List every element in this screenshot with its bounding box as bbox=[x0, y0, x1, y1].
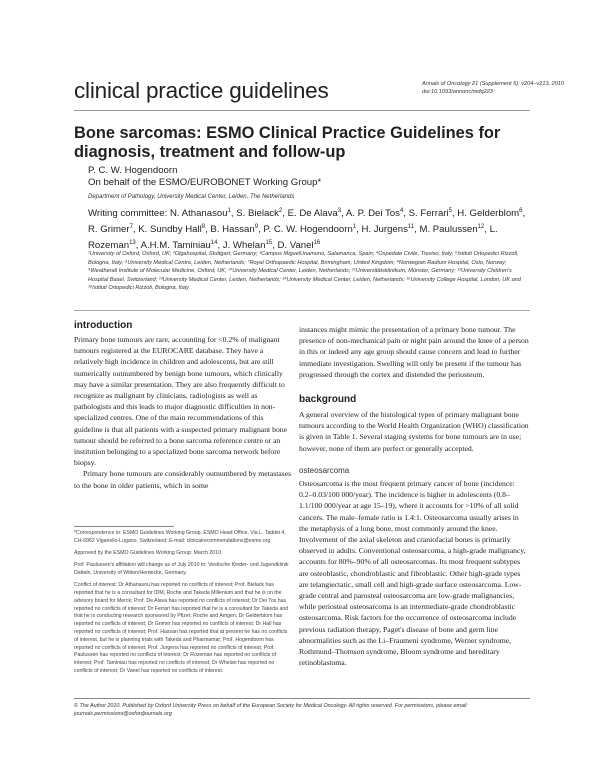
committee-member: J. Whelan bbox=[222, 239, 266, 251]
citation-line: Annals of Oncology 21 (Supplement 5): v204–v213, 2010 bbox=[422, 81, 565, 87]
affiliation-number: 13 bbox=[129, 239, 136, 246]
affiliation-number: 3 bbox=[337, 208, 342, 214]
committee-label: Writing committee: bbox=[88, 208, 168, 220]
working-group-line: On behalf of the ESMO/EUROBONET Working Group* bbox=[88, 177, 322, 188]
introduction-paragraph: Primary bone tumours are rare, accounting for <0.2% of malignant tumours registered at the EUROCARE database. They have a relatively high incidence in children and adolescents, but are still numerically outnumbered by benign bone tumours, which clinically may have a similar presentation. They are also frequently difficult to recognize as malignant by clinicians, radiologists as well as pathologists and this leads to major diagnostic difficulties in non-specialized centres. One of the main recommendations of this guideline is that all patients with a suspected primary malignant bone tumour should be referred to a bone sarcoma reference centre or an institution belonging to a specialized bone sarcoma network before biopsy. bbox=[74, 335, 288, 468]
committee-member: S. Ferrari bbox=[408, 208, 449, 220]
affiliation-number: 2 bbox=[278, 208, 283, 214]
committee-member: K. Sundby Hall bbox=[138, 223, 202, 235]
affiliation-number: 14 bbox=[210, 239, 218, 246]
introduction-body bbox=[74, 334, 292, 491]
committee-member: H. Jurgens bbox=[361, 223, 408, 235]
affiliation-number: 15 bbox=[265, 239, 273, 246]
introduction-paragraph: instances might mimic the presentation of a primary bone tumour. The presence of non-mechanical pain or night pain around the knee of a person in this or indeed any age group should cause concern and lead to further immediate investigation. Swelling will only be present if the tumour has progressed through the cortex and distended the periosteum. bbox=[299, 325, 529, 379]
affiliation-number: 7 bbox=[129, 223, 133, 230]
article-title: Bone sarcomas: ESMO Clinical Practice Guidelines for diagnosis, treatment and follow-up bbox=[74, 124, 501, 161]
writing-committee bbox=[88, 205, 528, 252]
committee-member: A.H.M. Taminiau bbox=[140, 239, 211, 251]
background-body bbox=[299, 409, 529, 454]
affiliation-number: 4 bbox=[399, 208, 404, 214]
committee-member: E. De Alava bbox=[287, 208, 338, 220]
committee-member: R. Grimer bbox=[88, 223, 130, 235]
committee-member: H. Gelderblom bbox=[457, 208, 520, 220]
osteosarcoma-paragraph: Osteosarcoma is the most frequent primary cancer of bone (incidence: 0.2–0.03/100 000/year). The incidence is higher in adolescents (0.8–1.1/100 000/year at age 15–19), where it accounts for >10% of all solid cancers. The male–female ratio is 1.4:1. Osteosarcoma usually arises in the metaphysis of a long bone, most commonly around the knee. Involvement of the axial skeleton and craniofacial bones is primarily observed in adults. Conventional osteosarcoma, a high-grade malignancy, accounts for 80%–90% of all osteosarcomas. Its most frequent subtypes are osteoblastic, chondroblastic and fibroblastic. Other high-grade types are telangiectatic, small cell and high-grade surface osteosarcoma. Low-grade central and parosteal osteosarcoma are low-grade malignancies, while periosteal osteosarcoma is an intermediate-grade chondroblastic osteosarcoma. Risk factors for the occurrence of osteosarcoma include previous radiation therapy, Paget's disease of bone and germ line abnormalities such as the Li–Fraumeni syndrome, Werner syndrome, Rothmund–Thomson syndrome, Bloom syndrome and hereditary retinoblastoma. bbox=[299, 479, 526, 668]
affiliation-number: 6 bbox=[519, 208, 523, 214]
copyright-notice: © The Author 2010. Published by Oxford University Press on behalf of the European Society for Medical Oncology. All rights reserved. For permissions, please email: journals.permissions@oxfordjournals.org bbox=[74, 703, 468, 717]
committee-member: B. Hassan bbox=[210, 223, 255, 235]
osteosarcoma-heading: osteosarcoma bbox=[299, 466, 350, 475]
author-name: P. C. W. Hogendoorn bbox=[88, 165, 178, 176]
journal-section-title: clinical practice guidelines bbox=[74, 78, 329, 103]
affiliation-number: 1 bbox=[352, 223, 357, 230]
conflict-of-interest-note: Conflict of interest: Dr Athanasou has reported no conflicts of interest; Prof. Bielack has reported that he is a consultant for IDM, Roche and Takeda Millenium and that he is on the advisory board for Merck; Prof. De Alava has reported no conflicts of interest; Dr Dei Tos has reported no conflicts of interest; Dr Ferrari has reported that he is a consultant for Takeda and that he is conducting research sponsored by Pfizer, Roche and Amgen; Dr Gelderblom has reported no conflicts of interest; Dr Grimer has reported no conflicts of interest; Dr Hall has reported no conflicts of interest; Prof. Hassan has reported that at present he has no conflicts of interest, but he is planning trials with Takeda and Pharmamar; Prof. Hogendoorn has reported no conflicts of interest; Prof. Jurgens has reported no conflicts of interest; Prof. Paulussen has reported no conflicts of interest; Dr Rozeman has reported no conflicts of interest; Prof. Taminiau has reported no conflicts of interest; Dr Whelan has reported no conflicts of interest; Dr Vanel has reported no conflicts of interest. bbox=[74, 582, 289, 674]
affiliation-number: 1 bbox=[227, 208, 231, 214]
footnotes bbox=[74, 530, 292, 680]
committee-member: S. Bielack bbox=[236, 208, 279, 220]
committee-member-list: N. Athanasou$^1$, S. Bielack$^2$, E. De Alava$^3$, A. P. Dei Tos$^4$, S. Ferrari$^5$, H. Gelderblom$^6$, R. Grimer$^7$, K. Sundby Hall$^8$, B. Hassan$^9$, P. C. W. Hogendoorn$^1$, H. Jurgens$^{11}$, M. Paulussen$^{12}$, L. Rozeman$^{13}$, A.H.M. Taminiau$^{14}$, J. Whelan$^{15}$, D. Vanel$^{16}$ bbox=[88, 208, 526, 251]
introduction-heading: introduction bbox=[74, 320, 133, 331]
committee-member: P. C. W. Hogendoorn bbox=[263, 223, 353, 235]
committee-member: D. Vanel bbox=[277, 239, 314, 251]
affiliation-number: 8 bbox=[201, 223, 206, 230]
committee-member: M. Paulussen bbox=[419, 223, 478, 235]
background-paragraph: A general overview of the histological types of primary malignant bone tumours according to the World Health Organization (WHO) classification is given in Table 1. Several staging systems for bone tumours are in use; however, none of them are perfect or generally accepted. bbox=[299, 410, 529, 453]
section-divider bbox=[74, 310, 530, 311]
committee-member: L. Rozeman bbox=[88, 223, 498, 251]
affiliation-number: 9 bbox=[254, 223, 259, 230]
correspondence-note: *Correspondence to: ESMO Guidelines Working Group, ESMO Head Office, Via L. Taddei 4, CH-6962 Viganello-Lugano, Switzerland; E-mail: clinicalrecommendations@esmo.org bbox=[74, 530, 286, 544]
affiliation-change-note: Prof. Paulussen's affiliation will change as of July 2010 to: Vestische Kinder- und Jugendklinik Datteln, University of Witten/Herdecke, Germany. bbox=[74, 562, 289, 576]
osteosarcoma-body bbox=[299, 478, 529, 668]
header-divider bbox=[74, 110, 530, 111]
affiliations: ¹University of Oxford, Oxford, UK; ²Olgahospital, Stuttgart, Germany; ³Campus MiguelUnamuno, Salamanca, Spain; ⁴Ospedale Civile, Treviso, Italy; ⁵Istituti Ortopedici Rizzoli, Bologna, Italy; ⁶University Medical Centre, Leiden, Netherlands; ⁷Royal Orthopaedic Hospital, Birmingham, United Kingdom; ⁸Norwegian Radium Hospital, Oslo, Norway; ⁹Weatherall Institute of Molecular Medicine, Oxford, UK; ¹⁰University Medical Center, Leiden, Netherlands; ¹¹Universitätsklinikum, Münster, Germany; ¹²University Children's Hospital Basel, Switzerland; ¹³University Medical Center, Leiden, Netherlands; ¹⁴University Medical Center, Leiden, Netherlands; ¹⁵University College Hospital, London, UK and ¹⁶Istituti Ortopedici Rizzoli, Bologna, Italy bbox=[88, 251, 521, 292]
citation-block bbox=[422, 80, 564, 96]
affiliation-number: 11 bbox=[407, 223, 415, 230]
committee-member: A. P. Dei Tos bbox=[345, 208, 400, 220]
doi-line: doi:10.1093/annonc/mdq223 bbox=[422, 89, 493, 95]
background-heading: background bbox=[299, 394, 357, 405]
introduction-paragraph: Primary bone tumours are considerably outnumbered by metastases to the bone in older patients, which in some bbox=[74, 469, 292, 490]
author-department: Department of Pathology, University Medical Center, Leiden, The Netherlands bbox=[88, 194, 295, 200]
committee-member: N. Athanasou bbox=[169, 208, 228, 220]
introduction-continuation bbox=[299, 324, 529, 380]
affiliation-number: 16 bbox=[313, 239, 321, 246]
footnote-divider bbox=[74, 526, 174, 527]
affiliation-number: 12 bbox=[477, 223, 485, 230]
approval-note: Approved by the ESMO Guidelines Working Group: March 2010. bbox=[74, 549, 223, 556]
footer-divider bbox=[74, 698, 530, 699]
affiliation-number: 5 bbox=[448, 208, 452, 214]
